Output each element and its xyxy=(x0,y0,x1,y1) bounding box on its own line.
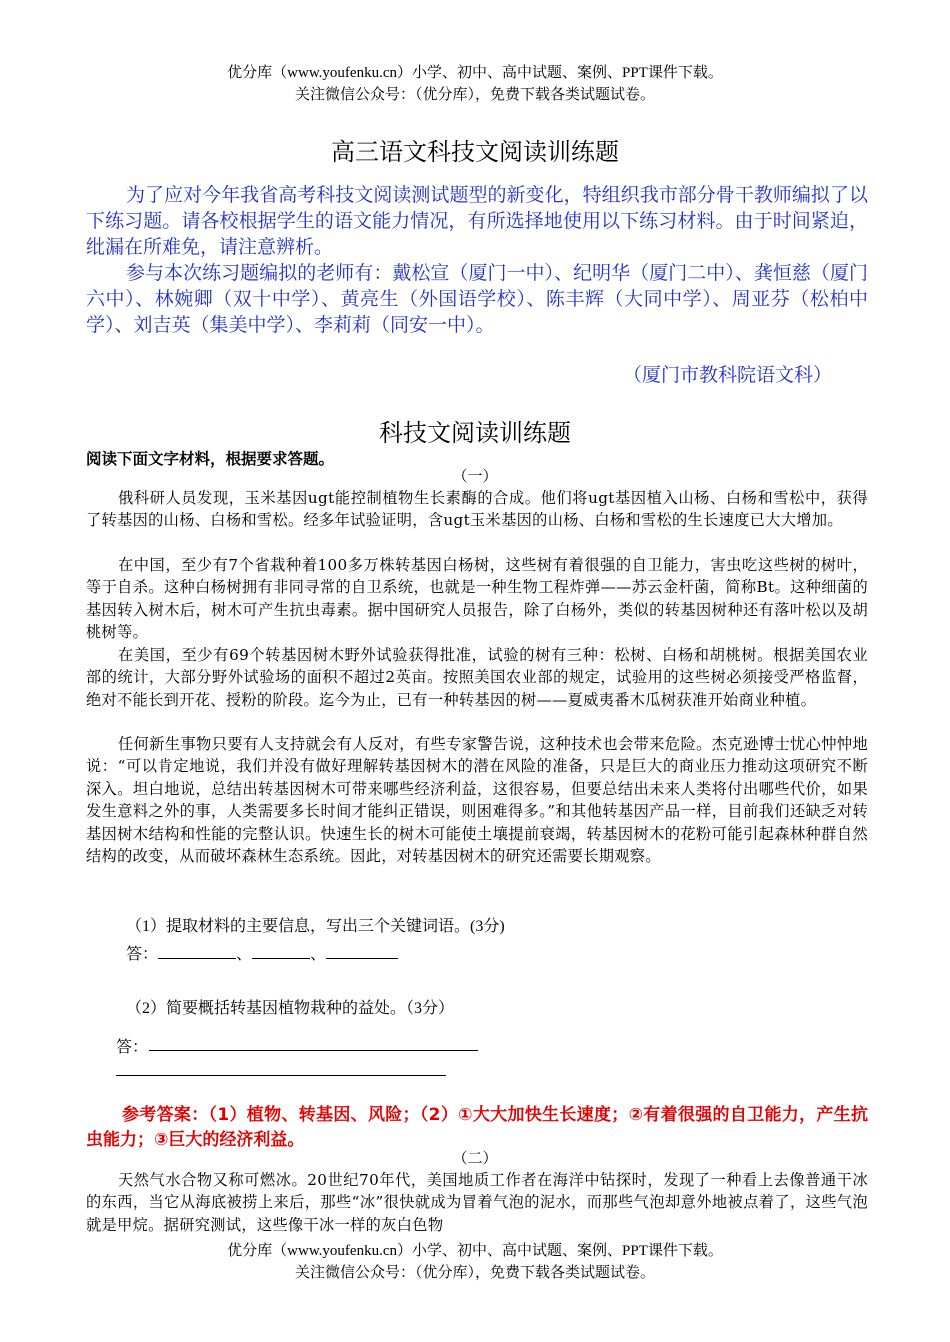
question-2-answer-label: 答： xyxy=(116,1039,149,1056)
intro-paragraph-1: 为了应对今年我省高考科技文阅读测试题型的新变化，特组织我市部分骨干教师编拟了以下练习题。请各校根据学生的语文能力情况，有所选择地使用以下练习材料。由于时间紧迫，纰漏在所难免，请注意辨析。 xyxy=(86,184,868,258)
answer-blank-1[interactable] xyxy=(158,944,236,959)
section-1-paragraph-3: 在美国，至少有69个转基因树木野外试验获得批准，试验的树有三种：松树、白杨和胡桃树。根据美国农业部的统计，大部分野外试验场的面积不超过2英亩。按照美国农业部的规定，试验用的这些树必须接受严格监督，绝对不能长到开花、授粉的阶段。迄今为止，已有一种转基因的树——夏威夷番木瓜树获准开始商业种植。 xyxy=(86,646,868,709)
answer-label: 答： xyxy=(126,946,159,963)
question-1-answer: 答： 、 、 xyxy=(126,941,398,964)
page-header-line2: 关注微信公众号：（优分库），免费下载各类试题试卷。 xyxy=(294,87,655,103)
answer-blank-3[interactable] xyxy=(326,944,398,959)
section-1-paragraph-4: 任何新生事物只要有人支持就会有人反对，有些专家警告说，这种技术也会带来危险。杰克逊博士忧心忡忡地说：“可以肯定地说，我们并没有做好理解转基因树木的潜在风险的准备，只是巨大的商业压力推动这项研究不断深入。坦白地说，总结出转基因树木可带来哪些经济利益，这很容易，但要总结出未来人类将付出哪些代价，如果发生意料之外的事，人类需要多长时间才能纠正错误，则困难得多。”和其他转基因产品一样，目前我们还缺乏对转基因树木结构和性能的完整认识。快速生长的树木可能使土壤提前衰竭，转基因树木的花粉可能引起森林种群自然结构的改变，从而破坏森林生态系统。因此，对转基因树木的研究还需要长期观察。 xyxy=(86,735,868,866)
reading-instruction: 阅读下面文字材料，根据要求答题。 xyxy=(86,450,335,468)
section-2-number: （二） xyxy=(452,1149,498,1167)
page-header-line1: 优分库（www.youfenku.cn）小学、初中、高中试题、案例、PPT课件下载。 xyxy=(227,65,723,81)
section-1-paragraph-2: 在中国，至少有7个省栽种着100多万株转基因白杨树，这些树有着很强的自卫能力，害虫吃这些树的树叶，等于自杀。这种白杨树拥有非同寻常的自卫系统，也就是一种生物工程炸弹——苏云金杆菌，简称Bt。这种细菌的基因转入树木后，树木可产生抗虫毒素。据中国研究人员报告，除了白杨外，类似的转基因树种还有落叶松以及胡桃树等。 xyxy=(86,556,868,642)
section-1-number: （一） xyxy=(452,467,498,485)
document-title: 高三语文科技文阅读训练题 xyxy=(331,138,619,166)
section-title: 科技文阅读训练题 xyxy=(379,419,571,447)
section-1-paragraph-1: 俄科研人员发现，玉米基因ugt能控制植物生长素酶的合成。他们将ugt基因植入山杨、白杨和雪松中，获得了转基因的山杨、白杨和雪松。经多年试验证明，含ugt玉米基因的山杨、白杨和雪松的生长速度已大大增加。 xyxy=(86,489,868,530)
reference-answer: 参考答案：（1）植物、转基因、风险；（2）①大大加快生长速度；②有着很强的自卫能力，产生抗虫能力；③巨大的经济利益。 xyxy=(86,1105,868,1150)
answer-line-2[interactable] xyxy=(116,1075,446,1076)
answer-blank-2[interactable] xyxy=(252,944,310,959)
question-2: （2）简要概括转基因植物栽种的益处。（3分） xyxy=(126,1000,455,1017)
answer-line-1[interactable] xyxy=(149,1050,478,1051)
question-1: （1）提取材料的主要信息，写出三个关键词语。(3分) xyxy=(126,918,505,935)
page-footer-line2: 关注微信公众号：（优分库），免费下载各类试题试卷。 xyxy=(294,1265,655,1281)
intro-paragraph-2: 参与本次练习题编拟的老师有：戴松宣（厦门一中）、纪明华（厦门二中）、龚恒慈（厦门六中）、林婉卿（双十中学）、黄亮生（外国语学校）、陈丰辉（大同中学）、周亚芬（松柏中学）、刘吉英（集美中学）、李莉莉（同安一中）。 xyxy=(86,262,868,336)
intro-signature: （厦门市教科院语文科） xyxy=(622,364,832,386)
section-2-paragraph-1: 天然气水合物又称可燃冰。20世纪70年代，美国地质工作者在海洋中钻探时，发现了一种看上去像普通干冰的东西，当它从海底被捞上来后，那些“冰”很快就成为冒着气泡的泥水，而那些气泡却意外地被点着了，这些气泡就是甲烷。据研究测试，这些像干冰一样的灰白色物 xyxy=(86,1171,868,1234)
page-footer-line1: 优分库（www.youfenku.cn）小学、初中、高中试题、案例、PPT课件下载。 xyxy=(227,1243,723,1259)
